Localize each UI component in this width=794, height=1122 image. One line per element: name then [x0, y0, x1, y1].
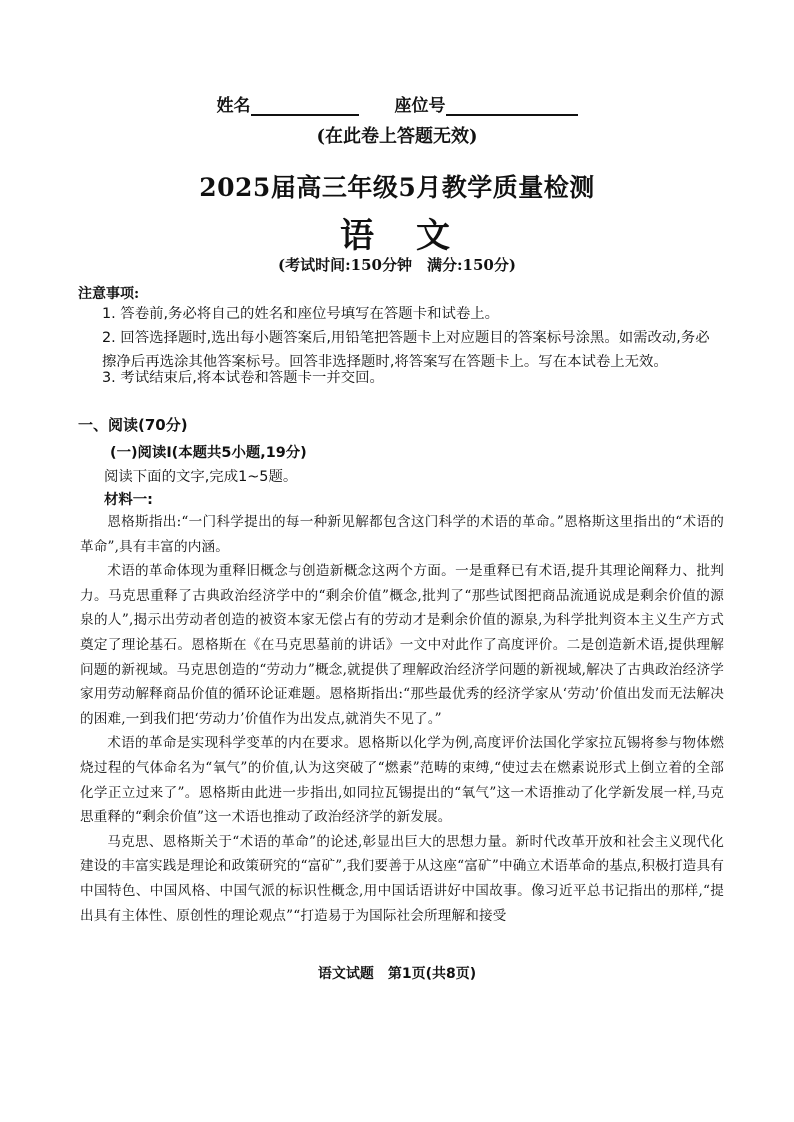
material-label: 材料一:	[104, 492, 153, 508]
note-item: 3. 考试结束后,将本试卷和答题卡一并交回。	[102, 370, 384, 386]
section-title: 一、阅读(70分)	[78, 416, 188, 434]
reading-passage	[80, 510, 724, 928]
passage-paragraph: 恩格斯指出:“一门科学提出的每一种新见解都包含这门科学的术语的革命。”恩格斯这里指出的“术语的革命”,具有丰富的内涵。	[80, 514, 724, 555]
name-label: 姓名	[216, 96, 251, 116]
reading-instruction: 阅读下面的文字,完成1~5题。	[104, 469, 298, 485]
note-item: 1. 答卷前,务必将自己的姓名和座位号填写在答题卡和试卷上。	[102, 306, 500, 322]
candidate-info-line	[0, 91, 794, 116]
exam-title: 2025届高三年级5月教学质量检测	[199, 173, 595, 202]
part-title: (一)阅读Ⅰ(本题共5小题,19分)	[110, 445, 307, 461]
seat-blank	[446, 96, 578, 116]
passage-paragraph: 术语的革命体现为重释旧概念与创造新概念这两个方面。一是重释已有术语,提升其理论阐释力、批判力。马克思重释了古典政治经济学中的“剩余价值”概念,批判了“那些试图把商品流通说成是剩余价值的源泉的人”,揭示出劳动者创造的被资本家无偿占有的劳动才是剩余价值的源泉,为科学批判资本主义生产方式奠定了理论基石。恩格斯在《在马克思墓前的讲话》一文中对此作了高度评价。二是创造新术语,提供理解问题的新视域。马克思创造的“劳动力”概念,就提供了理解政治经济学问题的新视域,解决了古典政治经济学家用劳动解释商品价值的循环论证难题。恩格斯指出:“那些最优秀的经济学家从‘劳动’价值出发而无法解决的困难,一到我们把‘劳动力’价值作为出发点,就消失不见了。”	[80, 563, 724, 727]
seat-label: 座位号	[394, 96, 446, 116]
note-item: 2. 回答选择题时,选出每小题答案后,用铅笔把答题卡上对应题目的答案标号涂黑。如需改动,务必擦净后再选涂其他答案标号。回答非选择题时,将答案写在答题卡上。写在本试卷上无效。	[102, 330, 710, 370]
notes-title: 注意事项:	[78, 286, 140, 302]
page-footer: 语文试题 第1页(共8页)	[317, 966, 477, 982]
passage-paragraph: 马克思、恩格斯关于“术语的革命”的论述,彰显出巨大的思想力量。新时代改革开放和社会主义现代化建设的丰富实践是理论和政策研究的“富矿”,我们要善于从这座“富矿”中确立术语革命的基点,积极打造具有中国特色、中国风格、中国气派的标识性概念,用中国话语讲好中国故事。像习近平总书记指出的那样,“提出具有主体性、原创性的理论观点”“打造易于为国际社会所理解和接受	[80, 833, 724, 924]
subject-title: 语 文	[340, 216, 454, 256]
invalid-answer-note: (在此卷上答题无效)	[316, 126, 478, 147]
passage-paragraph: 术语的革命是实现科学变革的内在要求。恩格斯以化学为例,高度评价法国化学家拉瓦锡将参与物体燃烧过程的气体命名为“氧气”的价值,认为这突破了“燃素”范畴的束缚,“使过去在燃素说形式上倒立着的全部化学正立过来了”。恩格斯由此进一步指出,如同拉瓦锡提出的“氧气”这一术语推动了化学新发展一样,马克思重释的“剩余价值”这一术语也推动了政治经济学的新发展。	[80, 735, 724, 826]
exam-time-and-score: (考试时间:150分钟 满分:150分)	[278, 256, 516, 274]
name-blank	[251, 96, 359, 116]
